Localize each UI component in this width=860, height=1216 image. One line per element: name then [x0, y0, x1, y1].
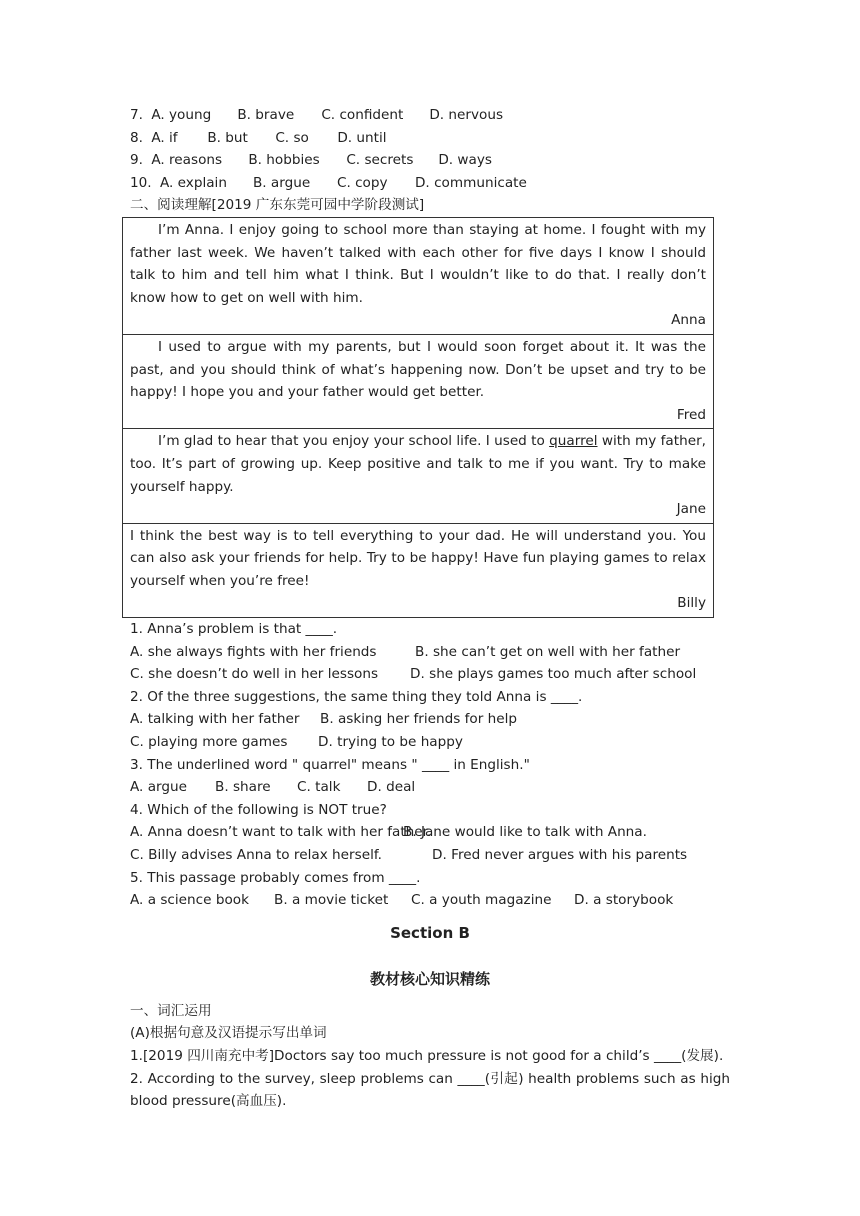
letter-signature: Anna: [671, 312, 706, 329]
text-fragment: with my father, too. It’s part of growing up. Keep positive and talk to me if you want. Try to make yourself happy.: [130, 433, 706, 495]
option-a: A. explain: [159, 174, 227, 191]
cloze-options: [130, 104, 730, 194]
letter-text: I’m Anna. I enjoy going to school more than staying at home. I fought with my father last week. We haven’t talked with each other for five days I know I should talk to him and tell him what I think. But I wouldn’t like to do that. I really don’t know how to get on well with him.: [130, 221, 706, 306]
question-number: 8.: [130, 129, 143, 146]
question-stem: 3. The underlined word " quarrel" means " ____ in English.": [130, 756, 530, 773]
option-row: [130, 844, 730, 867]
reading-section-title: 二、阅读理解[2019 广东东莞可园中学阶段测试]: [130, 197, 425, 214]
option-b: B. brave: [237, 107, 295, 123]
question-number: 7.: [130, 107, 143, 123]
option-b: B. a movie ticket: [274, 892, 389, 909]
option-a: A. she always fights with her friends: [130, 643, 377, 660]
option-a: A. talking with her father: [130, 711, 300, 728]
letter-signature: Jane: [676, 501, 706, 518]
option-b: B. share: [215, 779, 271, 796]
option-row: [130, 776, 730, 799]
letter-text: I used to argue with my parents, but I would soon forget about it. It was the past, and you should think of what’s happening now. Don’t be upset and try to be happy! I hope you and your father would get better.: [130, 338, 706, 401]
fill-question-2: 2. According to the survey, sleep problems can ____(引起) health problems such as high blood pressure(高血压).: [130, 1070, 730, 1110]
option-d: D. until: [337, 129, 387, 146]
fill-question-1: 1.[2019 四川南充中考]Doctors say too much pressure is not good for a child’s ____(发展).: [130, 1047, 724, 1064]
vocab-title: 一、词汇运用: [130, 1002, 212, 1019]
question-stem: 1. Anna’s problem is that ____.: [130, 621, 338, 638]
option-c: C. Billy advises Anna to relax herself.: [130, 847, 382, 863]
option-row-7: [130, 104, 730, 127]
option-d: D. she plays games too much after school: [410, 666, 697, 683]
question-stem: 2. Of the three suggestions, the same thing they told Anna is ____.: [130, 688, 583, 705]
section-subheading: 教材核心知识精练: [369, 969, 490, 988]
letter-anna: [123, 218, 713, 335]
reading-questions: [130, 618, 730, 912]
document-page: [130, 104, 730, 1113]
option-row: [130, 641, 730, 664]
option-d: D. communicate: [414, 174, 527, 191]
option-d: D. trying to be happy: [318, 734, 463, 751]
option-a: A. reasons: [151, 152, 223, 169]
option-row: [130, 889, 730, 912]
option-row: [130, 663, 730, 686]
letter-fred: [123, 335, 713, 429]
letters-table: [122, 217, 714, 618]
option-a: A. Anna doesn’t want to talk with her father.: [130, 824, 432, 841]
option-row: [130, 708, 730, 731]
letter-billy: [123, 524, 713, 617]
option-b: B. Jane would like to talk with Anna.: [403, 824, 647, 841]
option-b: B. asking her friends for help: [320, 711, 518, 728]
section-heading: Section B: [390, 923, 470, 942]
option-b: B. argue: [252, 174, 311, 191]
letter-signature: Billy: [677, 595, 706, 612]
option-b: B. but: [207, 129, 248, 146]
letter-jane: [123, 429, 713, 523]
option-b: B. hobbies: [248, 152, 320, 169]
option-c: C. copy: [336, 174, 388, 191]
option-a: A. argue: [130, 779, 187, 796]
option-c: C. confident: [321, 107, 404, 123]
text-fragment: I’m glad to hear that you enjoy your school life. I used to: [158, 433, 550, 450]
option-c: C. talk: [297, 779, 341, 796]
option-c: C. playing more games: [130, 734, 288, 751]
question-stem: 5. This passage probably comes from ____.: [130, 869, 421, 886]
option-c: C. she doesn’t do well in her lessons: [130, 666, 379, 683]
option-row: [130, 821, 730, 844]
question-number: 10.: [130, 174, 152, 191]
option-d: D. Fred never argues with his parents: [432, 847, 688, 863]
option-c: C. so: [275, 129, 309, 146]
option-row-9: [130, 149, 730, 172]
option-d: D. a storybook: [574, 892, 674, 909]
option-a: A. a science book: [130, 892, 249, 909]
letter-text: [130, 430, 706, 498]
option-a: A. young: [151, 107, 212, 123]
option-row-8: [130, 127, 730, 150]
underlined-word: quarrel: [549, 433, 598, 450]
letter-text: I think the best way is to tell everything to your dad. He will understand you. You can also ask your friends for help. Try to be happy! Have fun playing games to relax yourself when you’re free!: [130, 527, 706, 589]
option-b: B. she can’t get on well with her father: [415, 643, 681, 660]
question-number: 9.: [130, 152, 143, 169]
option-d: D. deal: [367, 779, 416, 796]
option-d: D. nervous: [429, 107, 504, 123]
option-row-10: [130, 172, 730, 195]
letter-signature: Fred: [676, 406, 706, 423]
option-row: [130, 731, 730, 754]
option-a: A. if: [151, 129, 178, 146]
vocab-instruction: (A)根据句意及汉语提示写出单词: [130, 1025, 327, 1042]
option-c: C. secrets: [346, 152, 414, 169]
option-c: C. a youth magazine: [411, 892, 552, 909]
question-stem: 4. Which of the following is NOT true?: [130, 801, 387, 818]
option-d: D. ways: [438, 152, 492, 169]
